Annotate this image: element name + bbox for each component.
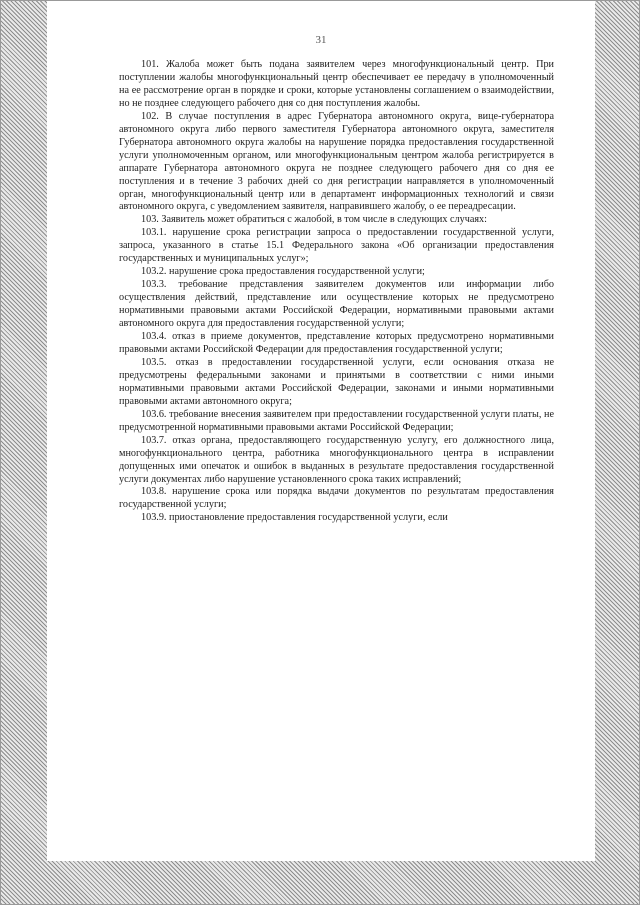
paragraph-101: 101. Жалоба может быть подана заявителем через многофункциональный центр. При поступлении жалобы многофункциональный центр обеспечивает ее передачу в уполномоченный на ее рассмотрение орган в порядке и сроки, которые установлены соглашением о взаимодействии, но не позднее следующего рабочего дня со дня поступления жалобы. [119, 59, 554, 109]
paragraph-103: 103. Заявитель может обратиться с жалобой, в том числе в следующих случаях: [141, 214, 487, 226]
page-number: 31 [315, 34, 327, 46]
paragraph-103-9: 103.9. приостановление предоставления государственной услуги, если [141, 512, 448, 524]
paragraph-103-2: 103.2. нарушение срока предоставления государственной услуги; [141, 266, 425, 278]
paragraph-103-1: 103.1. нарушение срока регистрации запроса о предоставлении государственной услуги, запроса, указанного в статье 15.1 Федерального закона «Об организации предоставления государственных и муниципальных услуг»; [119, 227, 554, 265]
paragraph-103-8: 103.8. нарушение срока или порядка выдачи документов по результатам предоставления государственной услуги; [119, 486, 554, 511]
paragraph-103-3: 103.3. требование представления заявителем документов или информации либо осуществления действий, представление или осуществление которых не предусмотрено нормативными правовыми актами Российской Федерации, нормативными правовыми актами автономного округа для предоставления государственной услуги; [119, 279, 554, 330]
paragraph-103-4: 103.4. отказ в приеме документов, представление которых предусмотрено нормативными правовыми актами Российской Федерации для предоставления государственной услуги; [119, 331, 554, 355]
paragraph-103-7: 103.7. отказ органа, предоставляющего государственную услугу, его должностного лица, многофункционального центра, работника многофункционального центра в исправлении допущенных ими опечаток и ошибок в выданных в результате предоставления государственной услуги документах либо нарушение установленного срока таких исправлений; [119, 434, 554, 485]
paragraph-102: 102. В случае поступления в адрес Губернатора автономного округа, вице-губернатора автономного округа либо первого заместителя Губернатора автономного округа, заместителя Губернатора автономного округа жалобы на нарушение порядка предоставления государственной услуги уполномоченным органом, или многофункциональным центром жалоба регистрируется в аппарате Губернатора автономного округа не позднее следующего рабочего дня со дня ее поступления и в течение 3 рабочих дней со дня регистрации направляется в уполномоченный орган, многофункциональный центр или в департамент информационных технологий и связи автономного округа, с уведомлением заявителя, направившего жалобу, о ее переадресации. [119, 110, 554, 213]
paragraph-103-6: 103.6. требование внесения заявителем при предоставлении государственной услуги платы, не предусмотренной нормативными правовыми актами Российской Федерации; [119, 408, 554, 433]
paragraph-103-5: 103.5. отказ в предоставлении государственной услуги, если основания отказа не предусмотрены федеральными законами и принятыми в соответствии с ними иными нормативными правовыми актами Российской Федерации, законами и иными нормативными правовыми актами автономного округа; [119, 356, 554, 407]
document-body [119, 59, 554, 525]
document-page [47, 1, 595, 861]
